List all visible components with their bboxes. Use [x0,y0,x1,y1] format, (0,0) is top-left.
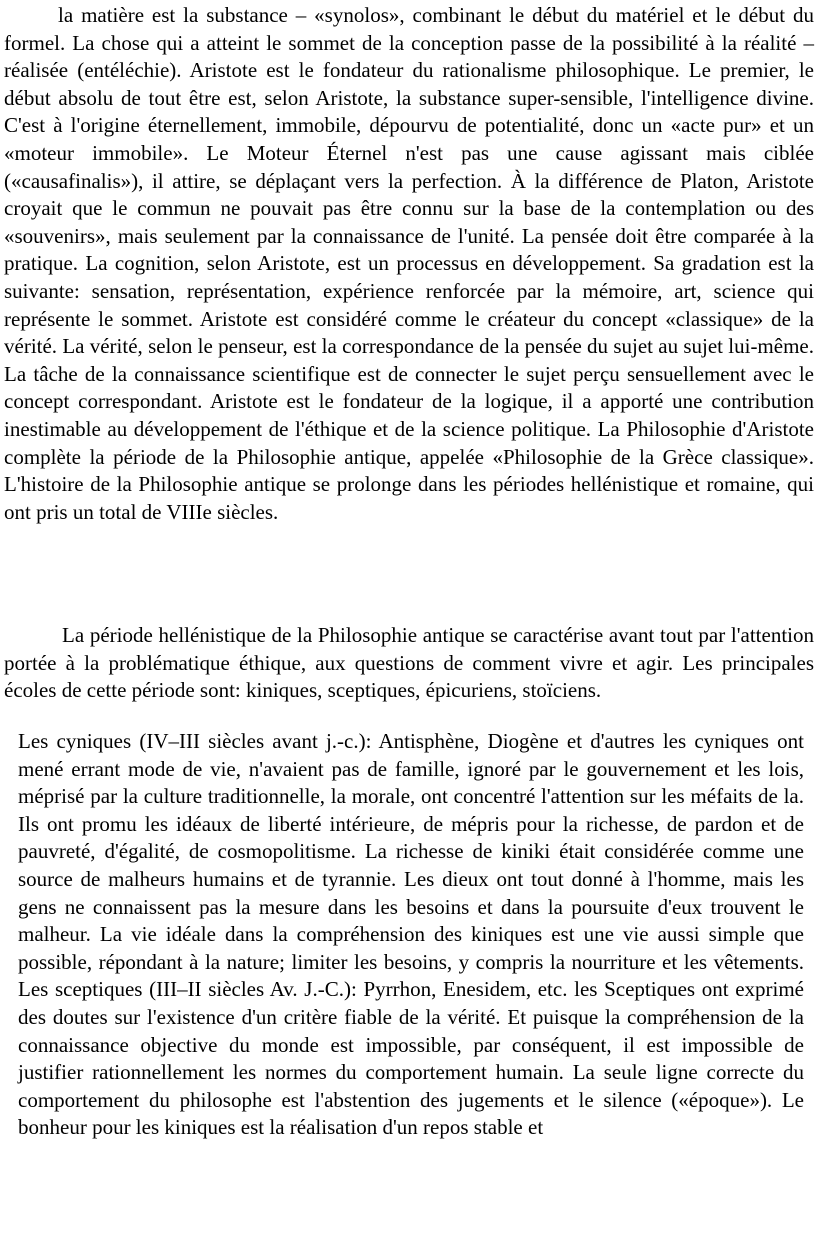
paragraph-aristotle: la matière est la substance – «synolos», combinant le début du matériel et le début du formel. La chose qui a atteint le sommet de la conception passe de la possibilité à la réalité – réalisée (entéléchie). Aristote est le fondateur du rationalisme philosophique. Le premier, le début absolu de tout être est, selon Aristote, la substance super-sensible, l'intelligence divine. C'est à l'origine éternellement, immobile, dépourvu de potentialité, donc un «acte pur» et un «moteur immobile». Le Moteur Éternel n'est pas une cause agissant mais ciblée («causafinalis»), il attire, se déplaçant vers la perfection. À la différence de Platon, Aristote croyait que le commun ne pouvait pas être connu sur la base de la contemplation ou des «souvenirs», mais seulement par la connaissance de l'unité. La pensée doit être comparée à la pratique. La cognition, selon Aristote, est un processus en développement. Sa gradation est la suivante: sensation, représentation, expérience renforcée par la mémoire, art, science qui représente le sommet. Aristote est considéré comme le créateur du concept «classique» de la vérité. La vérité, selon le penseur, est la correspondance de la pensée du sujet au sujet lui-même. La tâche de la connaissance scientifique est de connecter le sujet perçu sensuellement avec le concept correspondant. Aristote est le fondateur de la logique, il a apporté une contribution inestimable au développement de l'éthique et de la science politique. La Philosophie d'Aristote complète la période de la Philosophie antique, appelée «Philosophie de la Grèce classique». L'histoire de la Philosophie antique se prolonge dans les périodes hellénistique et romaine, qui ont pris un total de VIIIe siècles. [4,3,814,524]
paragraph-cynics-sceptics: Les cyniques (IV–III siècles avant j.-c.): Antisphène, Diogène et d'autres les cyniques ont mené errant mode de vie, n'avaient pas de famille, ignoré par le gouvernement et les lois, méprisé par la culture traditionnelle, la morale, ont concentré l'attention sur les méfaits de la. Ils ont promu les idéaux de liberté intérieure, de mépris pour la richesse, de pardon et de pauvreté, d'égalité, de cosmopolitisme. La richesse de kiniki était considérée comme une source de malheurs humains et de tyrannie. Les dieux ont tout donné à l'homme, mais les gens ne connaissent pas la mesure dans les besoins et dans la poursuite d'eux trouvent le malheur. La vie idéale dans la compréhension des kiniques est une vie aussi simple que possible, répondant à la nature; limiter les besoins, y compris la nourriture et les vêtements. Les sceptiques (III–II siècles Av. J.-C.): Pyrrhon, Enesidem, etc. les Sceptiques ont exprimé des doutes sur l'existence d'un critère fiable de la vérité. Et puisque la compréhension de la connaissance objective du monde est impossible, par conséquent, il est impossible de justifier rationnellement les normes du comportement humain. La seule ligne correcte du comportement du philosophe est l'abstention des jugements et le silence («époque»). Le bonheur pour les kiniques est la réalisation d'un repos stable et [18,729,804,1140]
paragraph-hellenistic-period: La période hellénistique de la Philosophie antique se caractérise avant tout par l'attention portée à la problématique éthique, aux questions de comment vivre et agir. Les principales écoles de cette période sont: kiniques, sceptiques, épicuriens, stoïciens. [4,623,814,703]
